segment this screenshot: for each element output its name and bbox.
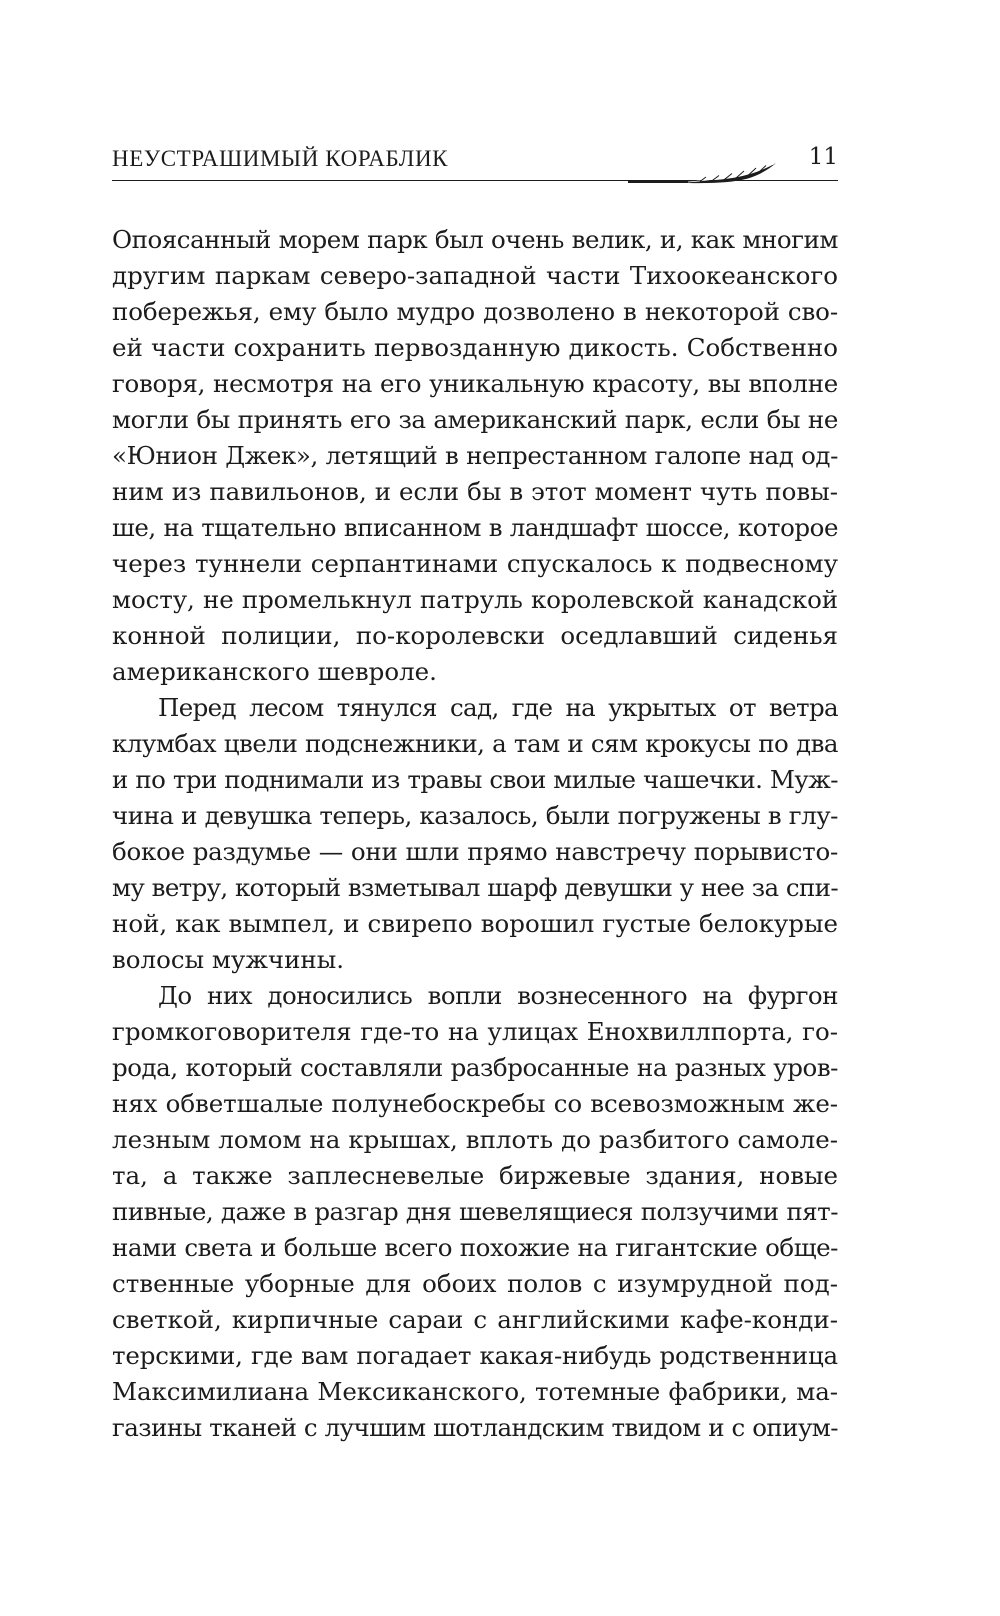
text-line: ственные уборные для обоих полов с изумрудной под-	[112, 1269, 838, 1298]
text-line: газины тканей с лучшим шотландским твидом и с опиум-	[112, 1413, 838, 1442]
paragraphs	[112, 222, 838, 1446]
text-line: лезным ломом на крышах, вплоть до разбитого самоле-	[112, 1125, 838, 1154]
running-title: НЕУСТРАШИМЫЙ КОРАБЛИК	[112, 146, 449, 171]
text-line: через туннели серпантинами спускалось к подвесному	[112, 549, 838, 578]
paragraph	[112, 690, 838, 978]
text-line: мосту, не промелькнул патруль королевской канадской	[112, 585, 838, 614]
text-line: му ветру, который взметывал шарф девушки у нее за спи-	[112, 873, 838, 902]
page-number: 11	[808, 144, 838, 170]
body-text	[112, 222, 838, 1446]
text-line: побережья, ему было мудро дозволено в некоторой сво-	[112, 297, 838, 326]
text-line: говоря, несмотря на его уникальную красоту, вы вполне	[112, 369, 838, 398]
text-line: пивные, даже в разгар дня шевелящиеся ползучими пят-	[112, 1197, 838, 1226]
text-line: американского шевроле.	[112, 657, 437, 686]
text-line: До них доносились вопли вознесенного на фургон	[158, 981, 838, 1010]
text-line: громкоговорителя где-то на улицах Енохвиллпорта, го-	[112, 1017, 838, 1046]
text-line: рода, который составляли разбросанные на разных уров-	[112, 1053, 838, 1082]
text-line: чина и девушка теперь, казалось, были погружены в глу-	[112, 801, 838, 830]
text-line: та, а также заплесневелые биржевые здания, новые	[112, 1161, 838, 1190]
feather-icon	[628, 162, 778, 186]
text-line: терскими, где вам погадает какая-нибудь родственница	[112, 1341, 838, 1370]
text-line: могли бы принять его за американский парк, если бы не	[112, 405, 838, 434]
paragraph	[112, 222, 838, 690]
running-header	[112, 140, 838, 184]
text-line: ним из павильонов, и если бы в этот момент чуть повы-	[112, 477, 838, 506]
text-line: ше, на тщательно вписанном в ландшафт шоссе, которое	[112, 513, 838, 542]
text-line: «Юнион Джек», летящий в непрестанном галопе над од-	[112, 441, 838, 470]
text-line: клумбах цвели подснежники, а там и сям крокусы по два	[112, 729, 838, 758]
text-line: бокое раздумье — они шли прямо навстречу порывисто-	[112, 837, 838, 866]
paragraph	[112, 978, 838, 1446]
text-line: волосы мужчины.	[112, 945, 345, 974]
text-line: и по три поднимали из травы свои милые чашечки. Муж-	[112, 765, 838, 794]
text-line: нях обветшалые полунебоскребы со всевозможным же-	[112, 1089, 838, 1118]
text-line: Максимилиана Мексиканского, тотемные фабрики, ма-	[112, 1377, 838, 1406]
text-line: Опоясанный морем парк был очень велик, и, как многим	[112, 225, 838, 254]
text-line: конной полиции, по-королевски оседлавший сиденья	[112, 621, 838, 650]
text-line: другим паркам северо-западной части Тихоокеанского	[112, 261, 838, 290]
text-line: ей части сохранить первозданную дикость. Собственно	[112, 333, 838, 362]
text-line: светкой, кирпичные сараи с английскими кафе-конди-	[112, 1305, 838, 1334]
text-line: Перед лесом тянулся сад, где на укрытых от ветра	[158, 693, 838, 722]
text-line: ной, как вымпел, и свирепо ворошил густые белокурые	[112, 909, 838, 938]
text-line: нами света и больше всего похожие на гигантские обще-	[112, 1233, 838, 1262]
